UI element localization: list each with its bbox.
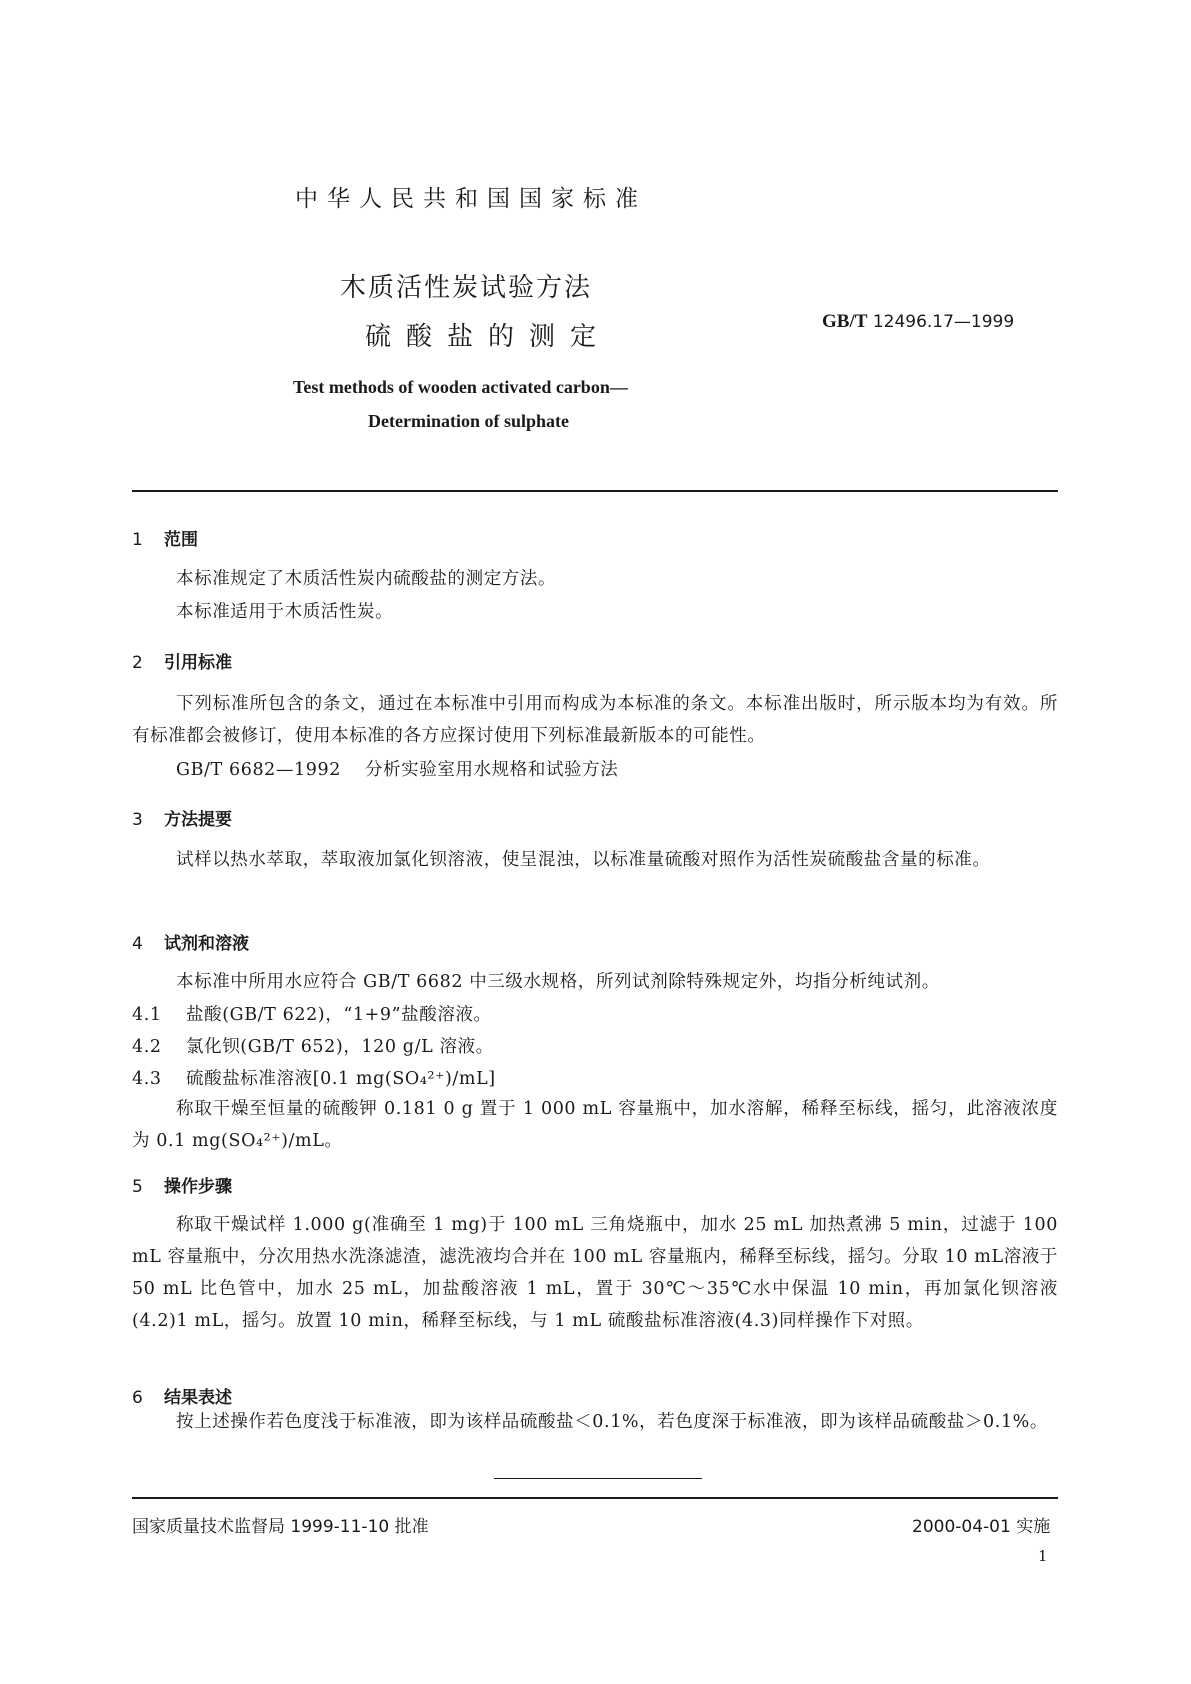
end-divider <box>494 1478 702 1479</box>
section-number: 4 <box>132 934 143 954</box>
reference-code: GB/T 6682—1992 <box>176 760 341 780</box>
implementation-date: 2000-04-01 实施 <box>912 1517 1051 1537</box>
standard-code-prefix: GB/T <box>822 311 868 332</box>
section-3-paragraph-1: 试样以热水萃取，萃取液加氯化钡溶液，使呈混浊，以标准量硫酸对照作为活性炭硫酸盐含量的标准。 <box>176 850 991 870</box>
reference-title: 分析实验室用水规格和试验方法 <box>364 760 619 780</box>
section-5-paragraph-1: 称取干燥试样 1.000 g(准确至 1 mg)于 100 mL 三角烧瓶中，加水 25 mL 加热煮沸 5 min，过滤于 100 mL 容量瓶中，分次用热水洗涤滤渣，滤洗液均合并在 100 mL 容量瓶内，稀释至标线，摇匀。分取 10 mL溶液于 50 mL 比色管中，加水 25 mL，加盐酸溶液 1 mL，置于 30℃～35℃水中保温 10 min，再加氯化钡溶液(4.2)1 mL，摇匀。放置 10 min，稀释至标线，与 1 mL 硫酸盐标准溶液(4.3)同样操作下对照。 <box>132 1215 1058 1331</box>
standard-code <box>822 311 1014 333</box>
section-1-paragraph-2: 本标准适用于木质活性炭。 <box>176 602 394 622</box>
item-number: 4.2 <box>132 1037 162 1057</box>
section-number: 6 <box>132 1388 143 1408</box>
section-4-paragraph-1: 本标准中所用水应符合 GB/T 6682 中三级水规格，所列试剂除特殊规定外，均指分析纯试剂。 <box>176 972 940 992</box>
list-item <box>132 1001 492 1026</box>
item-text: 盐酸(GB/T 622)，“1+9”盐酸溶液。 <box>186 1005 492 1025</box>
national-standard-heading: 中华人民共和国国家标准 <box>295 186 647 212</box>
approval-info: 国家质量技术监督局 1999-11-10 批准 <box>132 1517 429 1537</box>
section-5-heading <box>132 1172 232 1197</box>
section-3-heading <box>132 805 232 830</box>
section-title: 结果表述 <box>164 1388 232 1408</box>
standard-code-number: 12496.17—1999 <box>872 312 1015 332</box>
section-2-reference <box>176 756 618 781</box>
section-4-paragraph-2: 称取干燥至恒量的硫酸钾 0.181 0 g 置于 1 000 mL 容量瓶中，加水溶解，稀释至标线，摇匀，此溶液浓度为 0.1 mg(SO₄²⁺)/mL。 <box>132 1099 1058 1151</box>
section-title: 方法提要 <box>164 810 232 830</box>
section-number: 2 <box>132 653 143 673</box>
section-title: 操作步骤 <box>164 1177 232 1197</box>
section-number: 1 <box>132 530 143 550</box>
section-2-heading <box>132 648 232 673</box>
section-number: 3 <box>132 810 143 830</box>
section-1-heading <box>132 525 198 550</box>
list-item <box>132 1033 494 1058</box>
header-divider <box>132 490 1058 492</box>
list-item <box>132 1065 496 1090</box>
item-text: 氯化钡(GB/T 652)，120 g/L 溶液。 <box>186 1037 494 1057</box>
item-number: 4.3 <box>132 1069 162 1089</box>
section-6-paragraph-1: 按上述操作若色度浅于标准液，即为该样品硫酸盐＜0.1%，若色度深于标准液，即为该样品硫酸盐＞0.1%。 <box>176 1412 1049 1432</box>
page-number: 1 <box>1038 1547 1048 1565</box>
section-2-paragraph-1: 下列标准所包含的条文，通过在本标准中引用而构成为本标准的条文。本标准出版时，所示版本均为有效。所有标准都会被修订，使用本标准的各方应探讨使用下列标准最新版本的可能性。 <box>132 694 1058 746</box>
section-title: 引用标准 <box>164 653 232 673</box>
item-text: 硫酸盐标准溶液[0.1 mg(SO₄²⁺)/mL] <box>186 1069 496 1089</box>
footer-divider <box>132 1497 1058 1499</box>
title-cn-line1: 木质活性炭试验方法 <box>340 273 593 303</box>
section-4-heading <box>132 929 249 954</box>
section-title: 试剂和溶液 <box>164 934 249 954</box>
title-cn-line2: 硫酸盐的测定 <box>365 322 612 352</box>
title-en-line2: Determination of sulphate <box>368 411 569 431</box>
title-en-line1: Test methods of wooden activated carbon— <box>293 377 628 397</box>
item-number: 4.1 <box>132 1005 162 1025</box>
section-6-heading <box>132 1383 232 1408</box>
section-1-paragraph-1: 本标准规定了木质活性炭内硫酸盐的测定方法。 <box>176 569 557 589</box>
section-number: 5 <box>132 1177 143 1197</box>
section-title: 范围 <box>164 530 198 550</box>
